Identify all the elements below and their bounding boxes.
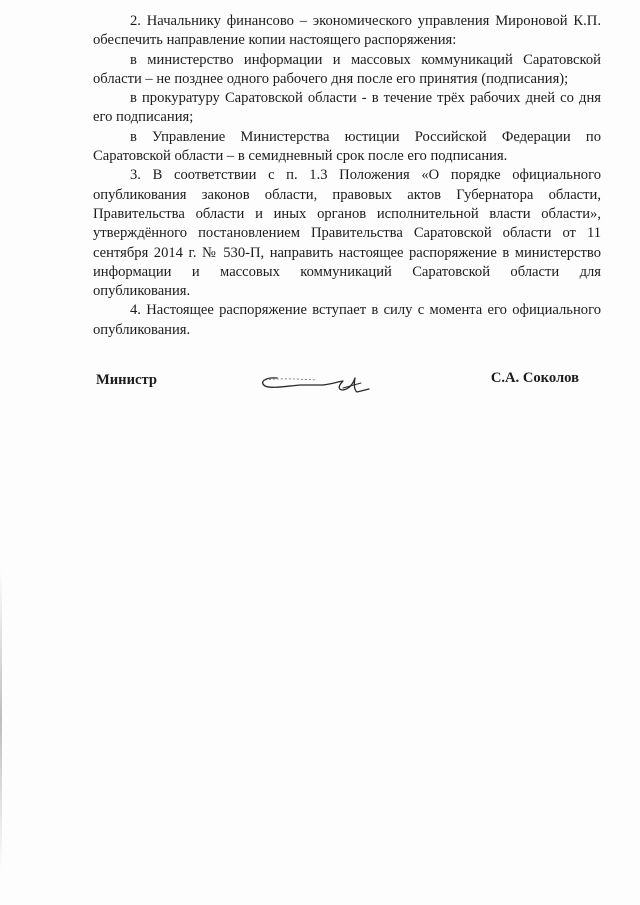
handwritten-signature <box>257 368 382 398</box>
signatory-name: С.А. Соколов <box>490 370 579 386</box>
paragraph-2-intro: 2. Начальнику финансово – экономического управления Мироновой К.П. обеспечить направление копии настоящего распоряжения: <box>93 13 601 49</box>
scan-edge-shadow <box>0 570 2 870</box>
paragraph-ministry-information: в министерство информации и массовых коммуникаций Саратовской области – не позднее одного рабочего дня после его принятия (подписания); <box>93 51 601 87</box>
signature-block <box>93 370 601 400</box>
signatory-title: Министр <box>96 372 157 388</box>
paragraph-3-publication: 3. В соответствии с п. 1.3 Положения «О порядке официального опубликования законов области, правовых актов Губернатора области, Правительства области и иных органов исполнительной власти области», утверждённого постановлением Правительства Саратовской области от 11 сентября 2014 г. № 530-П, направить настоящее распоряжение в министерство информации и массовых коммуникаций Саратовской области для опубликования. <box>93 167 601 300</box>
paragraph-prosecutor: в прокуратуру Саратовской области - в течение трёх рабочих дней со дня его подписания; <box>93 90 601 126</box>
paragraph-4-effective-date: 4. Настоящее распоряжение вступает в силу с момента его официального опубликования. <box>93 302 601 338</box>
document-body <box>93 12 601 340</box>
paragraph-justice-ministry: в Управление Министерства юстиции Российской Федерации по Саратовской области – в семидневный срок после его подписания. <box>93 128 601 165</box>
